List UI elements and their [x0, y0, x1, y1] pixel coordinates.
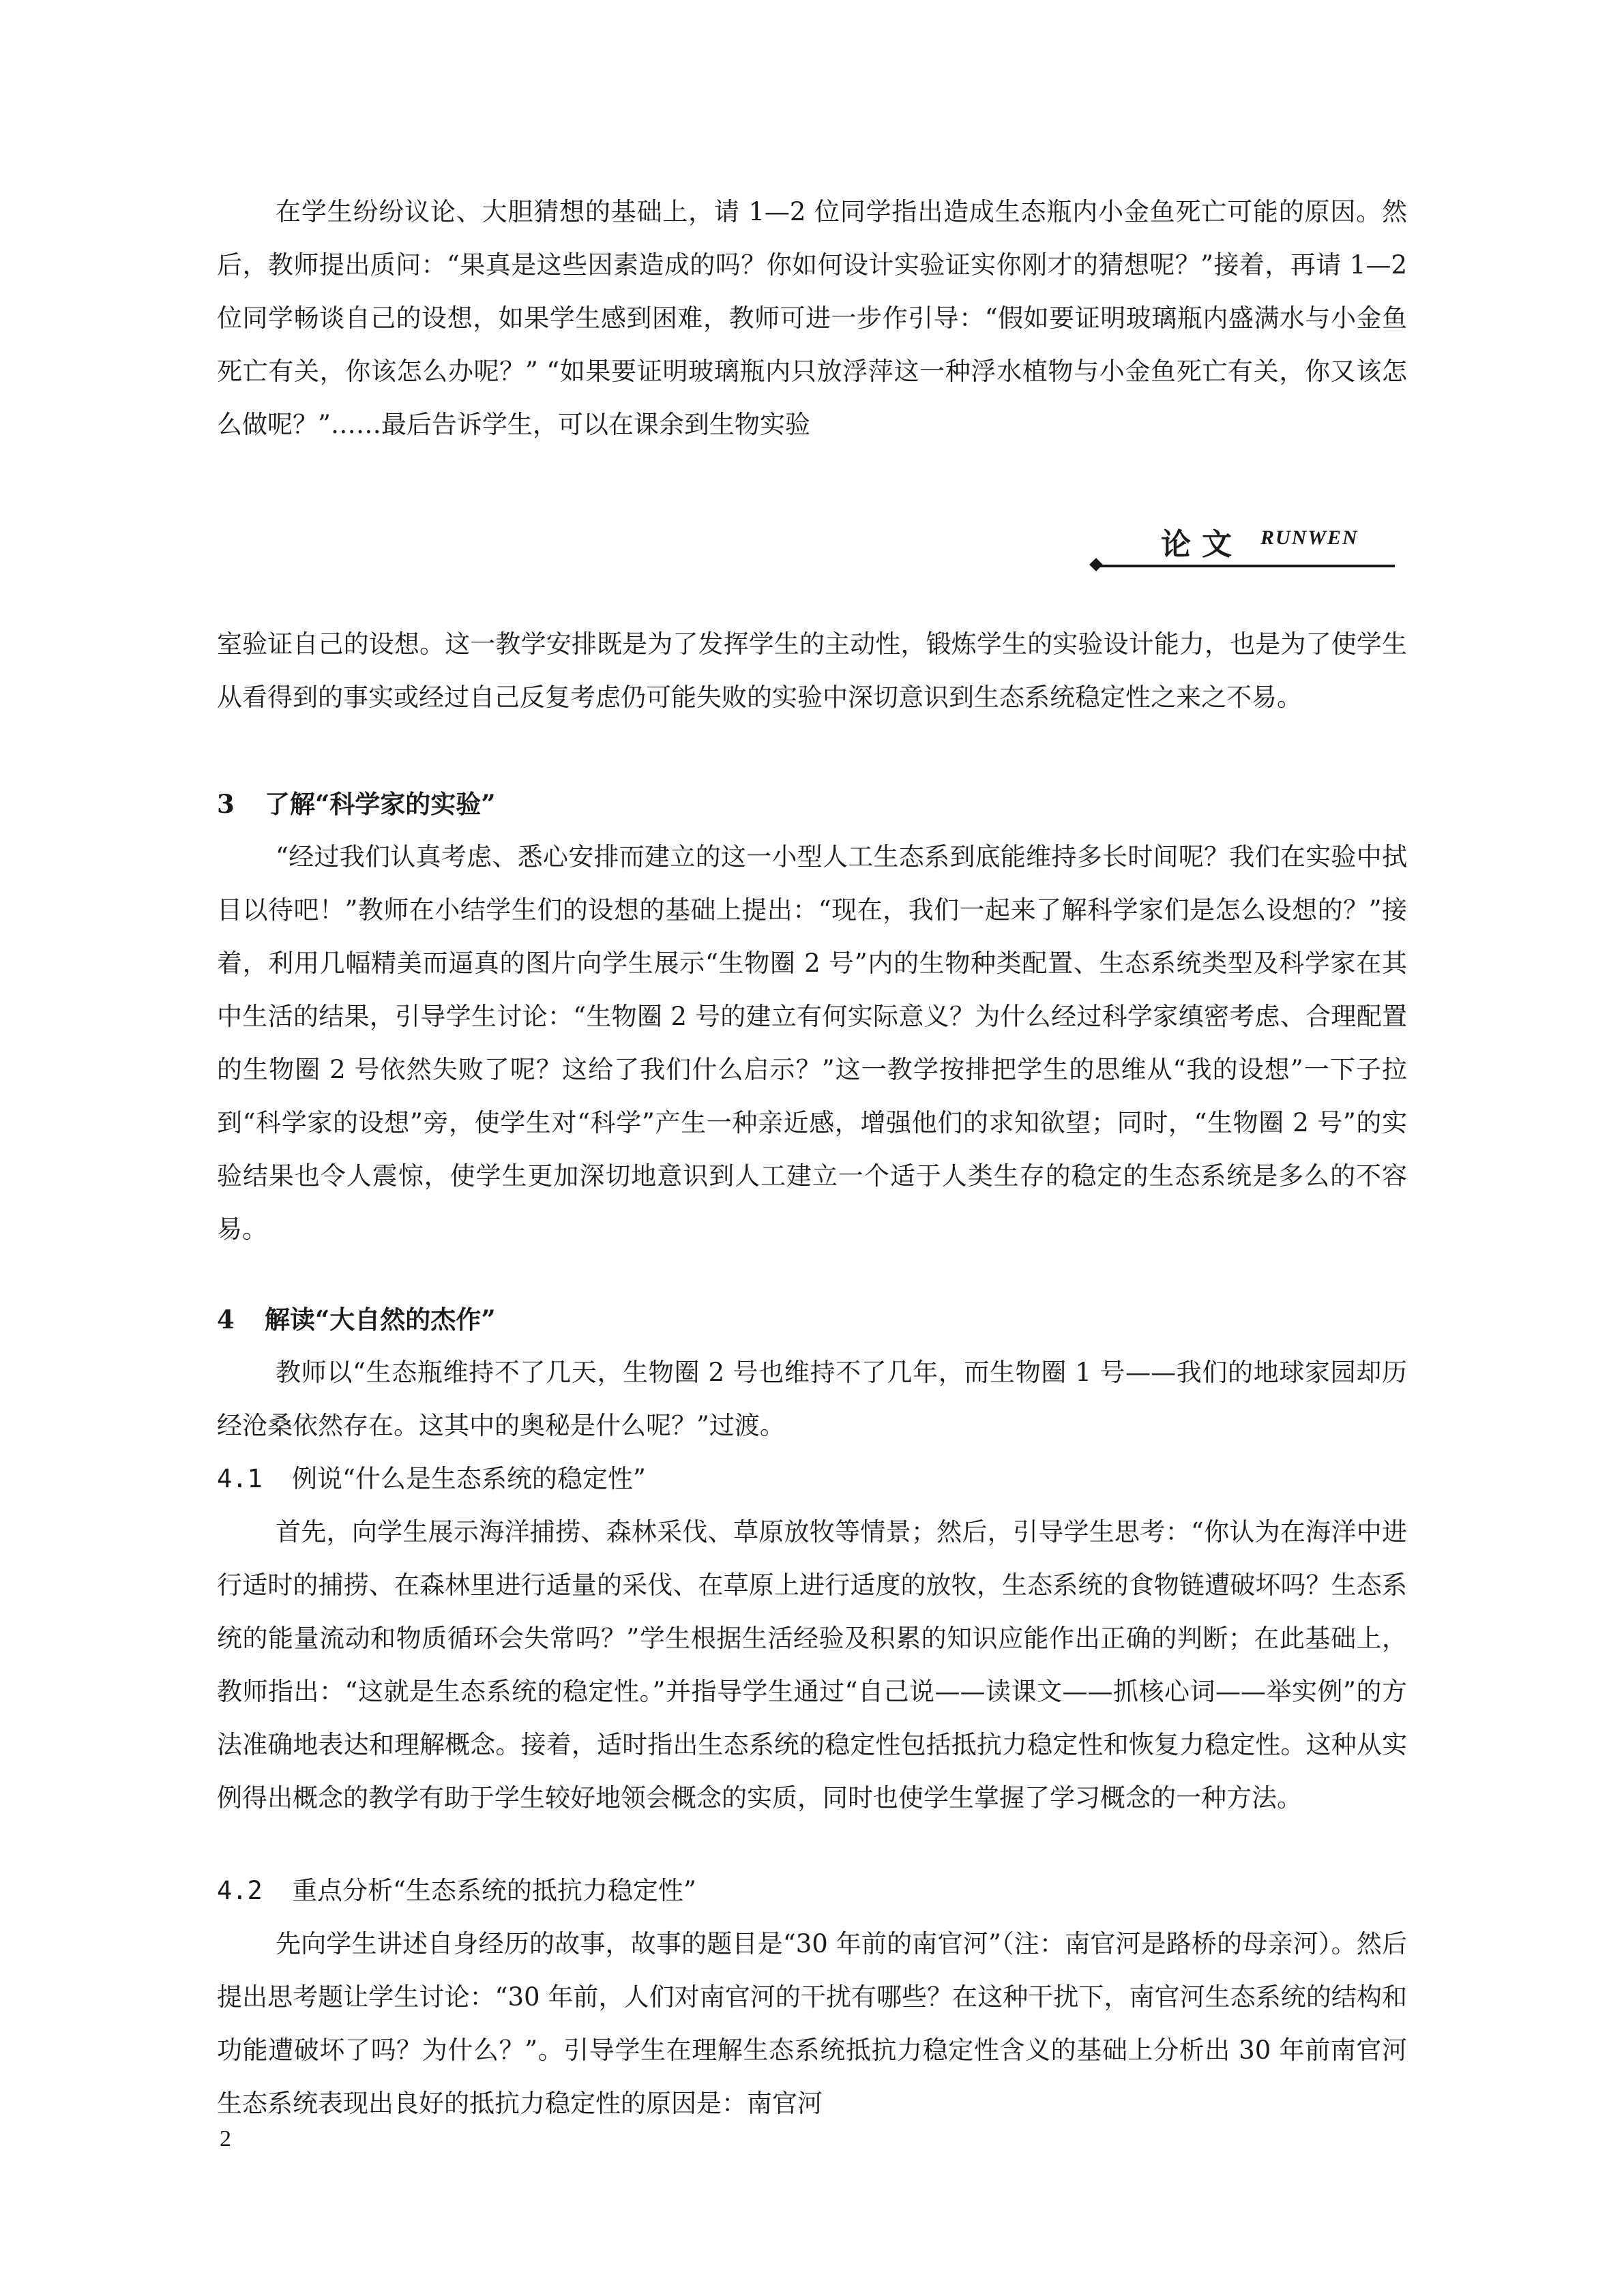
- section-4-number: 4: [217, 1304, 235, 1335]
- section-4-heading: [217, 1293, 496, 1346]
- logo-english-text: RUNWEN: [1260, 526, 1359, 549]
- logo-chinese-text: 论文: [1161, 527, 1243, 562]
- paragraph-4: [217, 1346, 1407, 1452]
- paragraph-2: [217, 618, 1407, 724]
- section-3-number: 3: [217, 789, 235, 819]
- paragraph-1-text: 在学生纷纷议论、大胆猜想的基础上，请 1—2 位同学指出造成生态瓶内小金鱼死亡可能的原因。然后，教师提出质问：“果真是这些因素造成的吗？你如何设计实验证实你刚才的猜想呢？”接着，再请 1—2 位同学畅谈自己的设想，如果学生感到困难，教师可进一步作引导：“假如要证明玻璃瓶内盛满水与小金鱼死亡有关，你该怎么办呢？” “如果要证明玻璃瓶内只放浮萍这一种浮水植物与小金鱼死亡有关，你又该怎么做呢？”……最后告诉学生，可以在课余到生物实验: [217, 197, 1407, 439]
- page-number: 2: [220, 2126, 231, 2151]
- paragraph-2-text: 室验证自己的设想。这一教学安排既是为了发挥学生的主动性，锻炼学生的实验设计能力，也是为了使学生从看得到的事实或经过自己反复考虑仍可能失败的实验中深切意识到生态系统稳定性之来之不易。: [217, 629, 1407, 712]
- section-4-2-number: 4.2: [217, 1876, 263, 1905]
- diamond-icon: [1089, 558, 1103, 571]
- section-4-1-number: 4.1: [217, 1464, 263, 1493]
- runwen-logo: [1091, 511, 1395, 580]
- section-3-heading: [217, 777, 496, 831]
- paragraph-5: [217, 1506, 1407, 1825]
- paragraph-1: [217, 185, 1407, 451]
- paragraph-6: [217, 1918, 1407, 2130]
- section-4-2-heading: [217, 1864, 696, 1918]
- paragraph-3: [217, 831, 1407, 1256]
- paragraph-6-text: 先向学生讲述自身经历的故事，故事的题目是“30 年前的南官河”（注：南官河是路桥的母亲河）。然后提出思考题让学生讨论：“30 年前，人们对南官河的干扰有哪些？在这种干扰下，南官河生态系统的结构和功能遭破坏了吗？为什么？”。引导学生在理解生态系统抵抗力稳定性含义的基础上分析出 30 年前南官河生态系统表现出良好的抵抗力稳定性的原因是：南官河: [217, 1929, 1407, 2118]
- section-4-2-title: 重点分析“生态系统的抵抗力稳定性”: [292, 1876, 696, 1905]
- section-3-title: 了解“科学家的实验”: [265, 789, 496, 819]
- paragraph-4-text: 教师以“生态瓶维持不了几天，生物圈 2 号也维持不了几年，而生物圈 1 号——我们的地球家园却历经沧桑依然存在。这其中的奥秘是什么呢？”过渡。: [217, 1358, 1407, 1440]
- section-4-1-title: 例说“什么是生态系统的稳定性”: [292, 1464, 646, 1493]
- section-4-title: 解读“大自然的杰作”: [265, 1304, 496, 1335]
- paragraph-3-text: “经过我们认真考虑、悉心安排而建立的这一小型人工生态系到底能维持多长时间呢？我们在实验中拭目以待吧！”教师在小结学生们的设想的基础上提出：“现在，我们一起来了解科学家们是怎么设想的？”接着，利用几幅精美而逼真的图片向学生展示“生物圈 2 号”内的生物种类配置、生态系统类型及科学家在其中生活的结果，引导学生讨论：“生物圈 2 号的建立有何实际意义？为什么经过科学家缜密考虑、合理配置的生物圈 2 号依然失败了呢？这给了我们什么启示？”这一教学按排把学生的思维从“我的设想”一下子拉到“科学家的设想”旁，使学生对“科学”产生一种亲近感，增强他们的求知欲望；同时，“生物圈 2 号”的实验结果也令人震惊，使学生更加深切地意识到人工建立一个适于人类生存的稳定的生态系统是多么的不容易。: [217, 842, 1407, 1244]
- logo-underline: [1097, 565, 1395, 567]
- paragraph-5-text: 首先，向学生展示海洋捕捞、森林采伐、草原放牧等情景；然后，引导学生思考：“你认为在海洋中进行适时的捕捞、在森林里进行适量的采伐、在草原上进行适度的放牧，生态系统的食物链遭破坏吗？生态系统的能量流动和物质循环会失常吗？”学生根据生活经验及积累的知识应能作出正确的判断；在此基础上，教师指出：“这就是生态系统的稳定性。”并指导学生通过“自己说——读课文——抓核心词——举实例”的方法准确地表达和理解概念。接着，适时指出生态系统的稳定性包括抵抗力稳定性和恢复力稳定性。这种从实例得出概念的教学有助于学生较好地领会概念的实质，同时也使学生掌握了学习概念的一种方法。: [217, 1517, 1407, 1813]
- section-4-1-heading: [217, 1452, 646, 1506]
